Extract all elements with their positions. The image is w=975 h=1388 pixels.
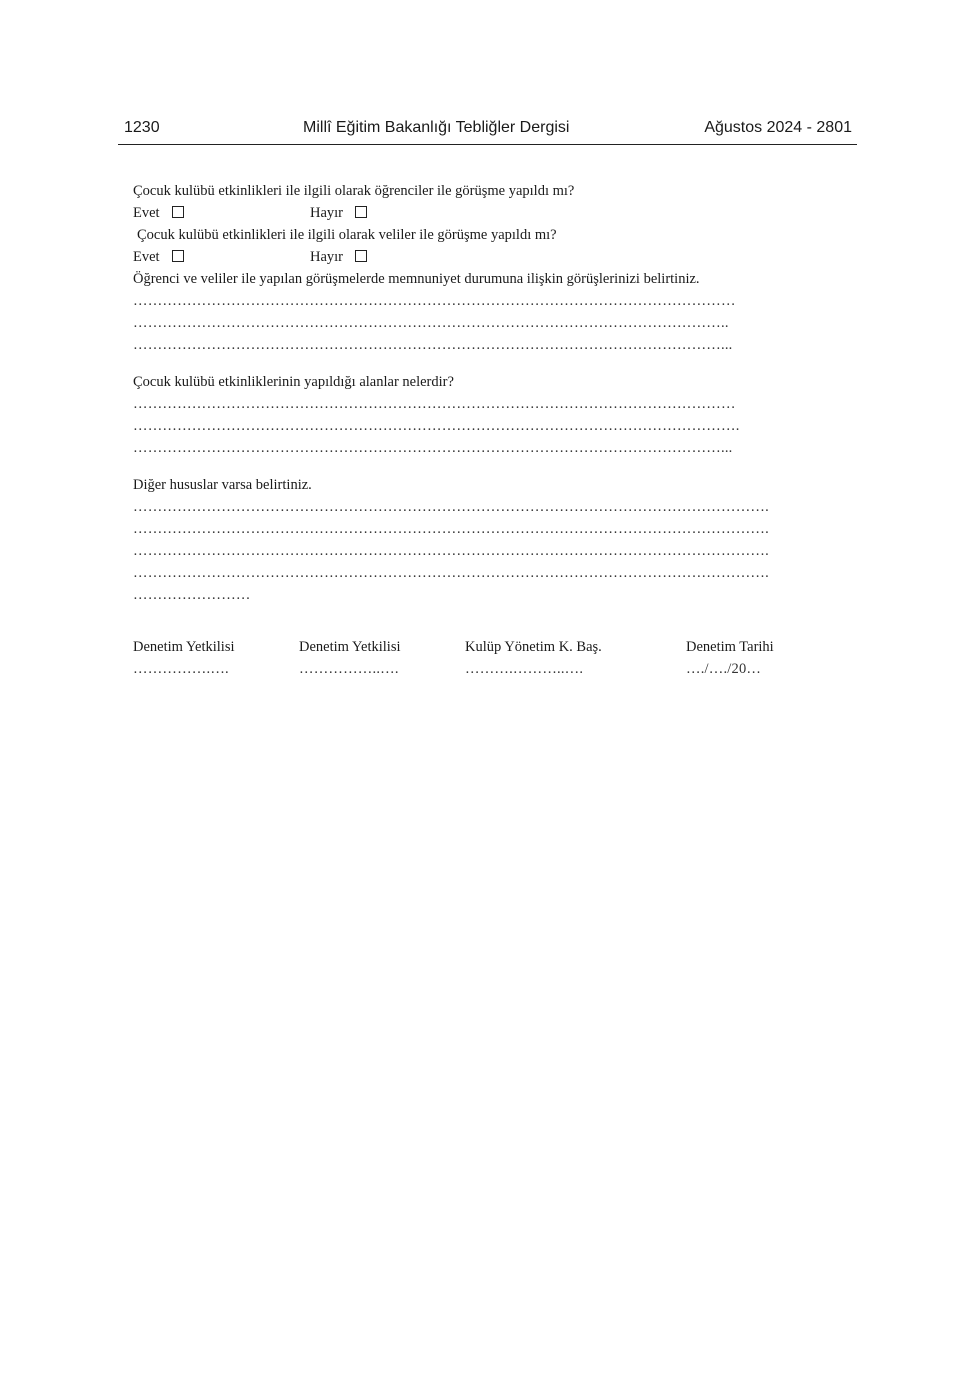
form-body	[133, 180, 853, 680]
checkbox-no-students[interactable]	[355, 206, 367, 218]
spacer	[133, 606, 853, 636]
yes-label: Evet	[133, 249, 160, 265]
inspector-1-title: Denetim Yetkilisi	[133, 639, 235, 655]
checkbox-yes-students[interactable]	[172, 206, 184, 218]
inspection-date-field[interactable]: …./…./20…	[686, 661, 762, 677]
answer-line[interactable]: …………………………………………………………………………………………………………...	[133, 337, 733, 353]
question-satisfaction: Öğrenci ve veliler ile yapılan görüşmelerde memnuniyet durumuna ilişkin görüşlerinizi belirtiniz.	[133, 271, 700, 287]
club-board-chair-title: Kulüp Yönetim K. Baş.	[465, 639, 602, 655]
no-option	[310, 202, 367, 224]
signature-titles	[133, 636, 853, 658]
spacer	[133, 459, 853, 474]
inspector-2-signature[interactable]: ……………..….	[299, 661, 399, 677]
no-option	[310, 246, 367, 268]
answer-line[interactable]: ………………………………………………………………………………………………………………….	[133, 565, 769, 581]
question-other-matters: Diğer hususlar varsa belirtiniz.	[133, 477, 312, 493]
answer-line[interactable]: ………………………………………………………………………………………………………………….	[133, 521, 769, 537]
no-label: Hayır	[310, 249, 344, 265]
choice-row-students	[133, 202, 853, 224]
answer-line[interactable]: …………………………………………………………………………………………………………….	[133, 418, 740, 434]
choice-row-parents	[133, 246, 853, 268]
yes-option	[133, 202, 184, 224]
answer-line[interactable]: ………………………………………………………………………………………………………………….	[133, 499, 769, 515]
question-parents-interview: Çocuk kulübü etkinlikleri ile ilgili olarak veliler ile görüşme yapıldı mı?	[137, 227, 557, 243]
yes-option	[133, 246, 184, 268]
answer-line[interactable]: ………………………………………………………………………………………………………………….	[133, 543, 769, 559]
journal-title: Millî Eğitim Bakanlığı Tebliğler Dergisi	[303, 119, 570, 136]
answer-line[interactable]: ……………………………………………………………………………………………………………	[133, 293, 736, 309]
question-students-interview: Çocuk kulübü etkinlikleri ile ilgili olarak öğrenciler ile görüşme yapıldı mı?	[133, 183, 575, 199]
answer-line[interactable]: …………………………………………………………………………………………………………..	[133, 315, 729, 331]
inspector-1-signature[interactable]: …………….….	[133, 661, 229, 677]
checkbox-yes-parents[interactable]	[172, 250, 184, 262]
checkbox-no-parents[interactable]	[355, 250, 367, 262]
question-activity-areas: Çocuk kulübü etkinliklerinin yapıldığı alanlar nelerdir?	[133, 374, 454, 390]
club-board-chair-signature[interactable]: ……….………..….	[465, 661, 584, 677]
answer-line[interactable]: ……………………	[133, 587, 251, 603]
yes-label: Evet	[133, 205, 160, 221]
no-label: Hayır	[310, 205, 344, 221]
inspector-2-title: Denetim Yetkilisi	[299, 639, 401, 655]
signature-blanks	[133, 658, 853, 680]
answer-line[interactable]: ……………………………………………………………………………………………………………	[133, 396, 736, 412]
spacer	[133, 356, 853, 371]
issue-date: Ağustos 2024 - 2801	[704, 119, 852, 136]
answer-line[interactable]: …………………………………………………………………………………………………………...	[133, 440, 733, 456]
page-header	[118, 116, 857, 145]
inspection-date-title: Denetim Tarihi	[686, 639, 774, 655]
page-number: 1230	[124, 119, 160, 136]
